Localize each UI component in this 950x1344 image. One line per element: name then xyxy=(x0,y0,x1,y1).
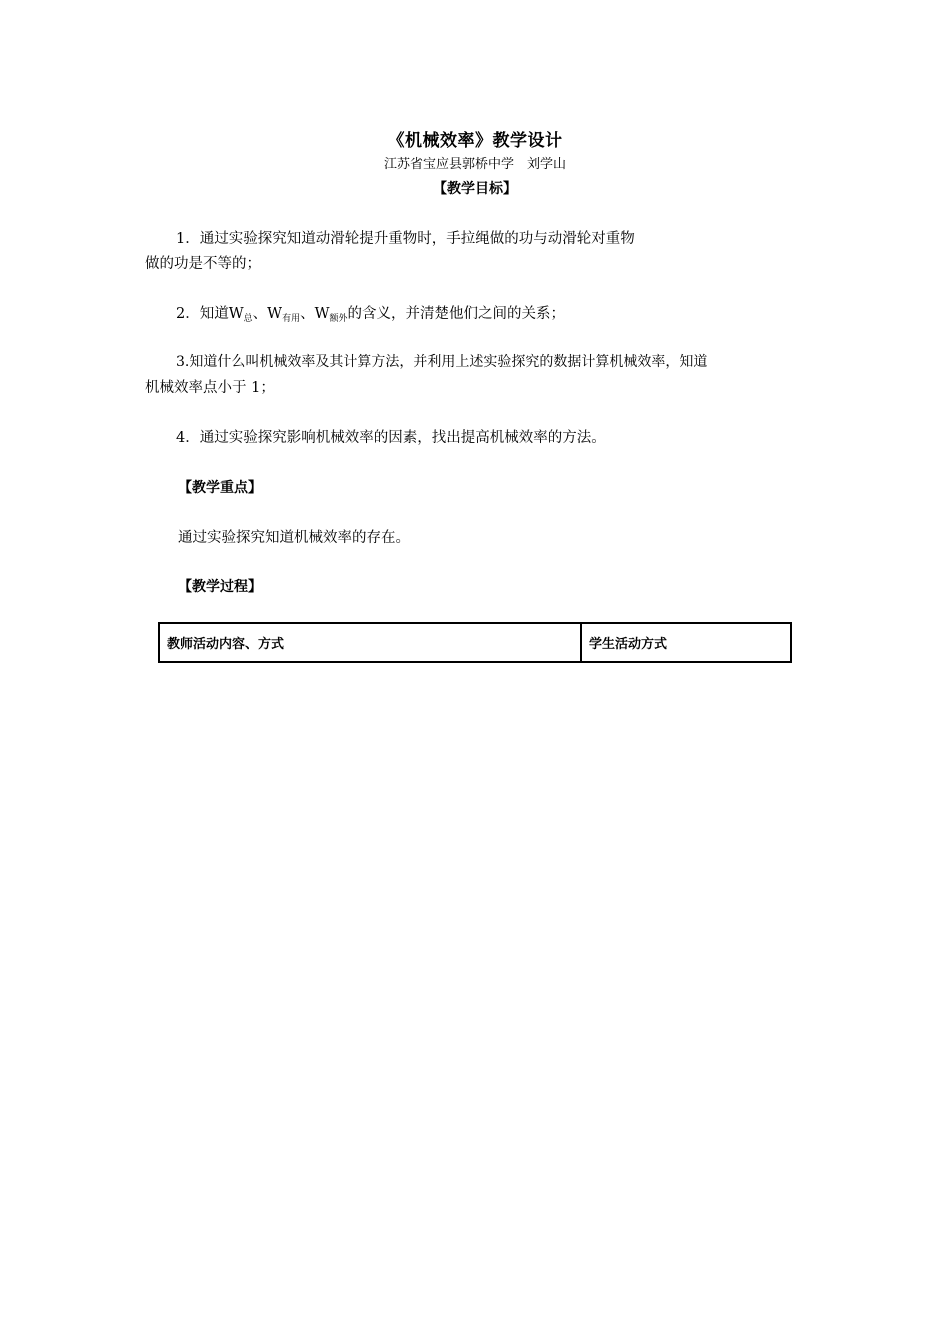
goal-item-1-line-1: 1．通过实验探究知道动滑轮提升重物时，手拉绳做的功与动滑轮对重物 xyxy=(176,231,635,247)
goal-item-4: 4．通过实验探究影响机械效率的因素，找出提高机械效率的方法。 xyxy=(176,430,606,446)
w-symbol: W xyxy=(314,306,330,322)
key-point-text: 通过实验探究知道机械效率的存在。 xyxy=(178,530,410,546)
table-header-row xyxy=(159,623,791,662)
goal-item-1-line-2: 做的功是不等的； xyxy=(145,256,261,272)
w-symbol: W xyxy=(228,306,244,322)
teacher-activity-column-header: 教师活动内容、方式 xyxy=(159,623,581,662)
key-point-heading: 【教学重点】 xyxy=(178,480,262,496)
author-line: 江苏省宝应县郭桥中学 刘学山 xyxy=(383,157,566,172)
separator: 、 xyxy=(252,306,268,322)
goal-item-2-suffix: 的含义，并清楚他们之间的关系； xyxy=(347,306,565,322)
w-total-subscript: 总 xyxy=(243,314,253,324)
w-symbol: W xyxy=(267,306,283,322)
goals-heading: 【教学目标】 xyxy=(433,181,517,197)
separator: 、 xyxy=(300,306,315,322)
w-extra-subscript: 额外 xyxy=(329,314,348,324)
w-useful-subscript: 有用 xyxy=(282,314,301,324)
goal-item-3-line-1: 3.知道什么叫机械效率及其计算方法，并利用上述实验探究的数据计算机械效率，知道 xyxy=(176,354,708,370)
goal-item-3-line-2: 机械效率点小于 1； xyxy=(145,380,275,396)
document-title: 《机械效率》教学设计 xyxy=(387,131,563,151)
student-activity-column-header: 学生活动方式 xyxy=(581,623,791,662)
process-table xyxy=(158,622,792,663)
process-heading: 【教学过程】 xyxy=(178,579,262,595)
goal-item-2 xyxy=(176,302,565,324)
goal-item-2-prefix: 2．知道 xyxy=(176,306,229,322)
